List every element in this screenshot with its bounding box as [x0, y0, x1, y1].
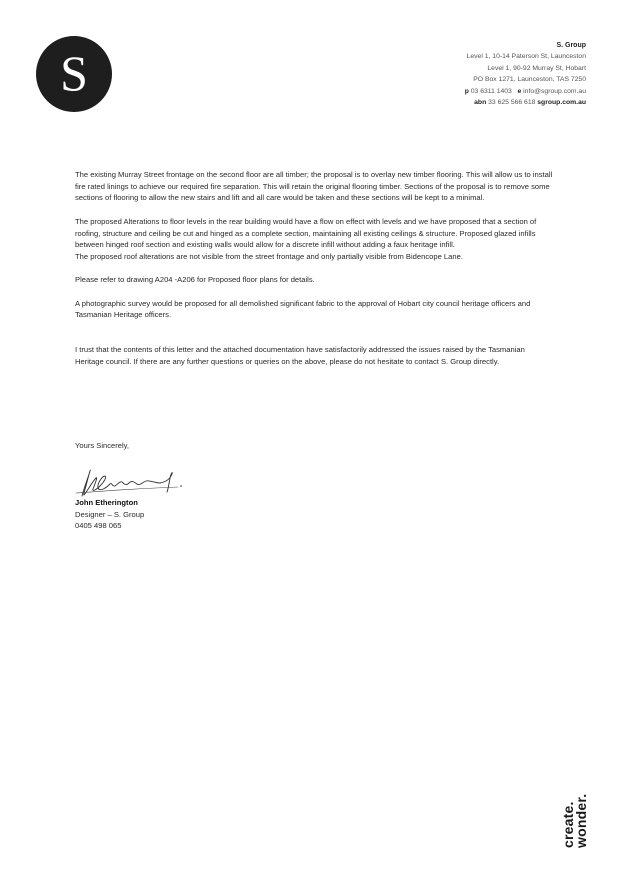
paragraph-drawings: Please refer to drawing A204 -A206 for Proposed floor plans for details.	[75, 275, 315, 285]
signature-block	[75, 497, 144, 532]
contact-line	[465, 86, 586, 97]
address-line-3: PO Box 1271, Launceston, TAS 7250	[473, 76, 586, 84]
brand-tagline	[562, 794, 588, 848]
signatory-title: Designer – S. Group	[75, 509, 145, 519]
abn-line	[465, 97, 586, 108]
paragraph-roof-visibility: The proposed roof alterations are not visible from the street frontage and only partially visible from Bidencope Lane.	[75, 251, 463, 261]
website[interactable]: sgroup.com.au	[537, 99, 586, 107]
email-address[interactable]: info@sgroup.com.au	[523, 87, 586, 95]
logo-letter: S	[60, 45, 88, 101]
phone-number: 03 6311 1403	[470, 87, 512, 95]
address-line-2: Level 1, 90-92 Murray St, Hobart	[487, 64, 586, 72]
company-details	[465, 40, 586, 108]
company-logo	[36, 36, 112, 112]
phone-label: p	[464, 87, 469, 95]
tagline-line-2: wonder.	[573, 793, 589, 848]
paragraph-alterations: The proposed Alterations to floor levels in the rear building would have a flow on effect with levels and we have proposed that a section of roofing, structure and ceiling be cut and hinged as a complete section, maintaining all existing ceilings & structure. Proposed glazed infills between hinged roof section and existing walls would allow for a discrete infill without adding a faux heritage infill.	[75, 216, 537, 250]
signatory-phone: 0405 498 065	[75, 521, 122, 531]
paragraph-flooring: The existing Murray Street frontage on the second floor are all timber; the proposal is to overlay new timber flooring. This will allow us to install fire rated linings to achieve our required fire separation. This will retain the original flooring timber. Sections of the proposal is to remove some sections of flooring to allow the new stairs and lift and all care would be taken and these sections will be kept to a minimal.	[75, 170, 553, 203]
company-name: S. Group	[556, 42, 586, 49]
paragraph-photographic-survey: A photographic survey would be proposed for all demolished significant fabric to the approval of Hobart city council heritage officers and Tasmanian Heritage officers.	[75, 298, 531, 320]
email-label: e	[517, 87, 522, 95]
address-line-1: Level 1, 10-14 Paterson St, Launceston	[466, 53, 586, 61]
closing-salutation: Yours Sincerely,	[75, 441, 130, 450]
signatory-name: John Etherington	[75, 498, 138, 507]
tagline-line-1: create.	[560, 801, 576, 848]
abn-number: 33 625 566 618	[488, 99, 536, 107]
letter-body	[75, 169, 555, 379]
paragraph-closing-remarks: I trust that the contents of this letter and the attached documentation have satisfactorily addressed the issues raised by the Tasmanian Heritage council. If there are any further questions or queries on the above, please do not hesitate to contact S. Group directly.	[75, 345, 525, 366]
abn-label: abn	[474, 99, 487, 107]
